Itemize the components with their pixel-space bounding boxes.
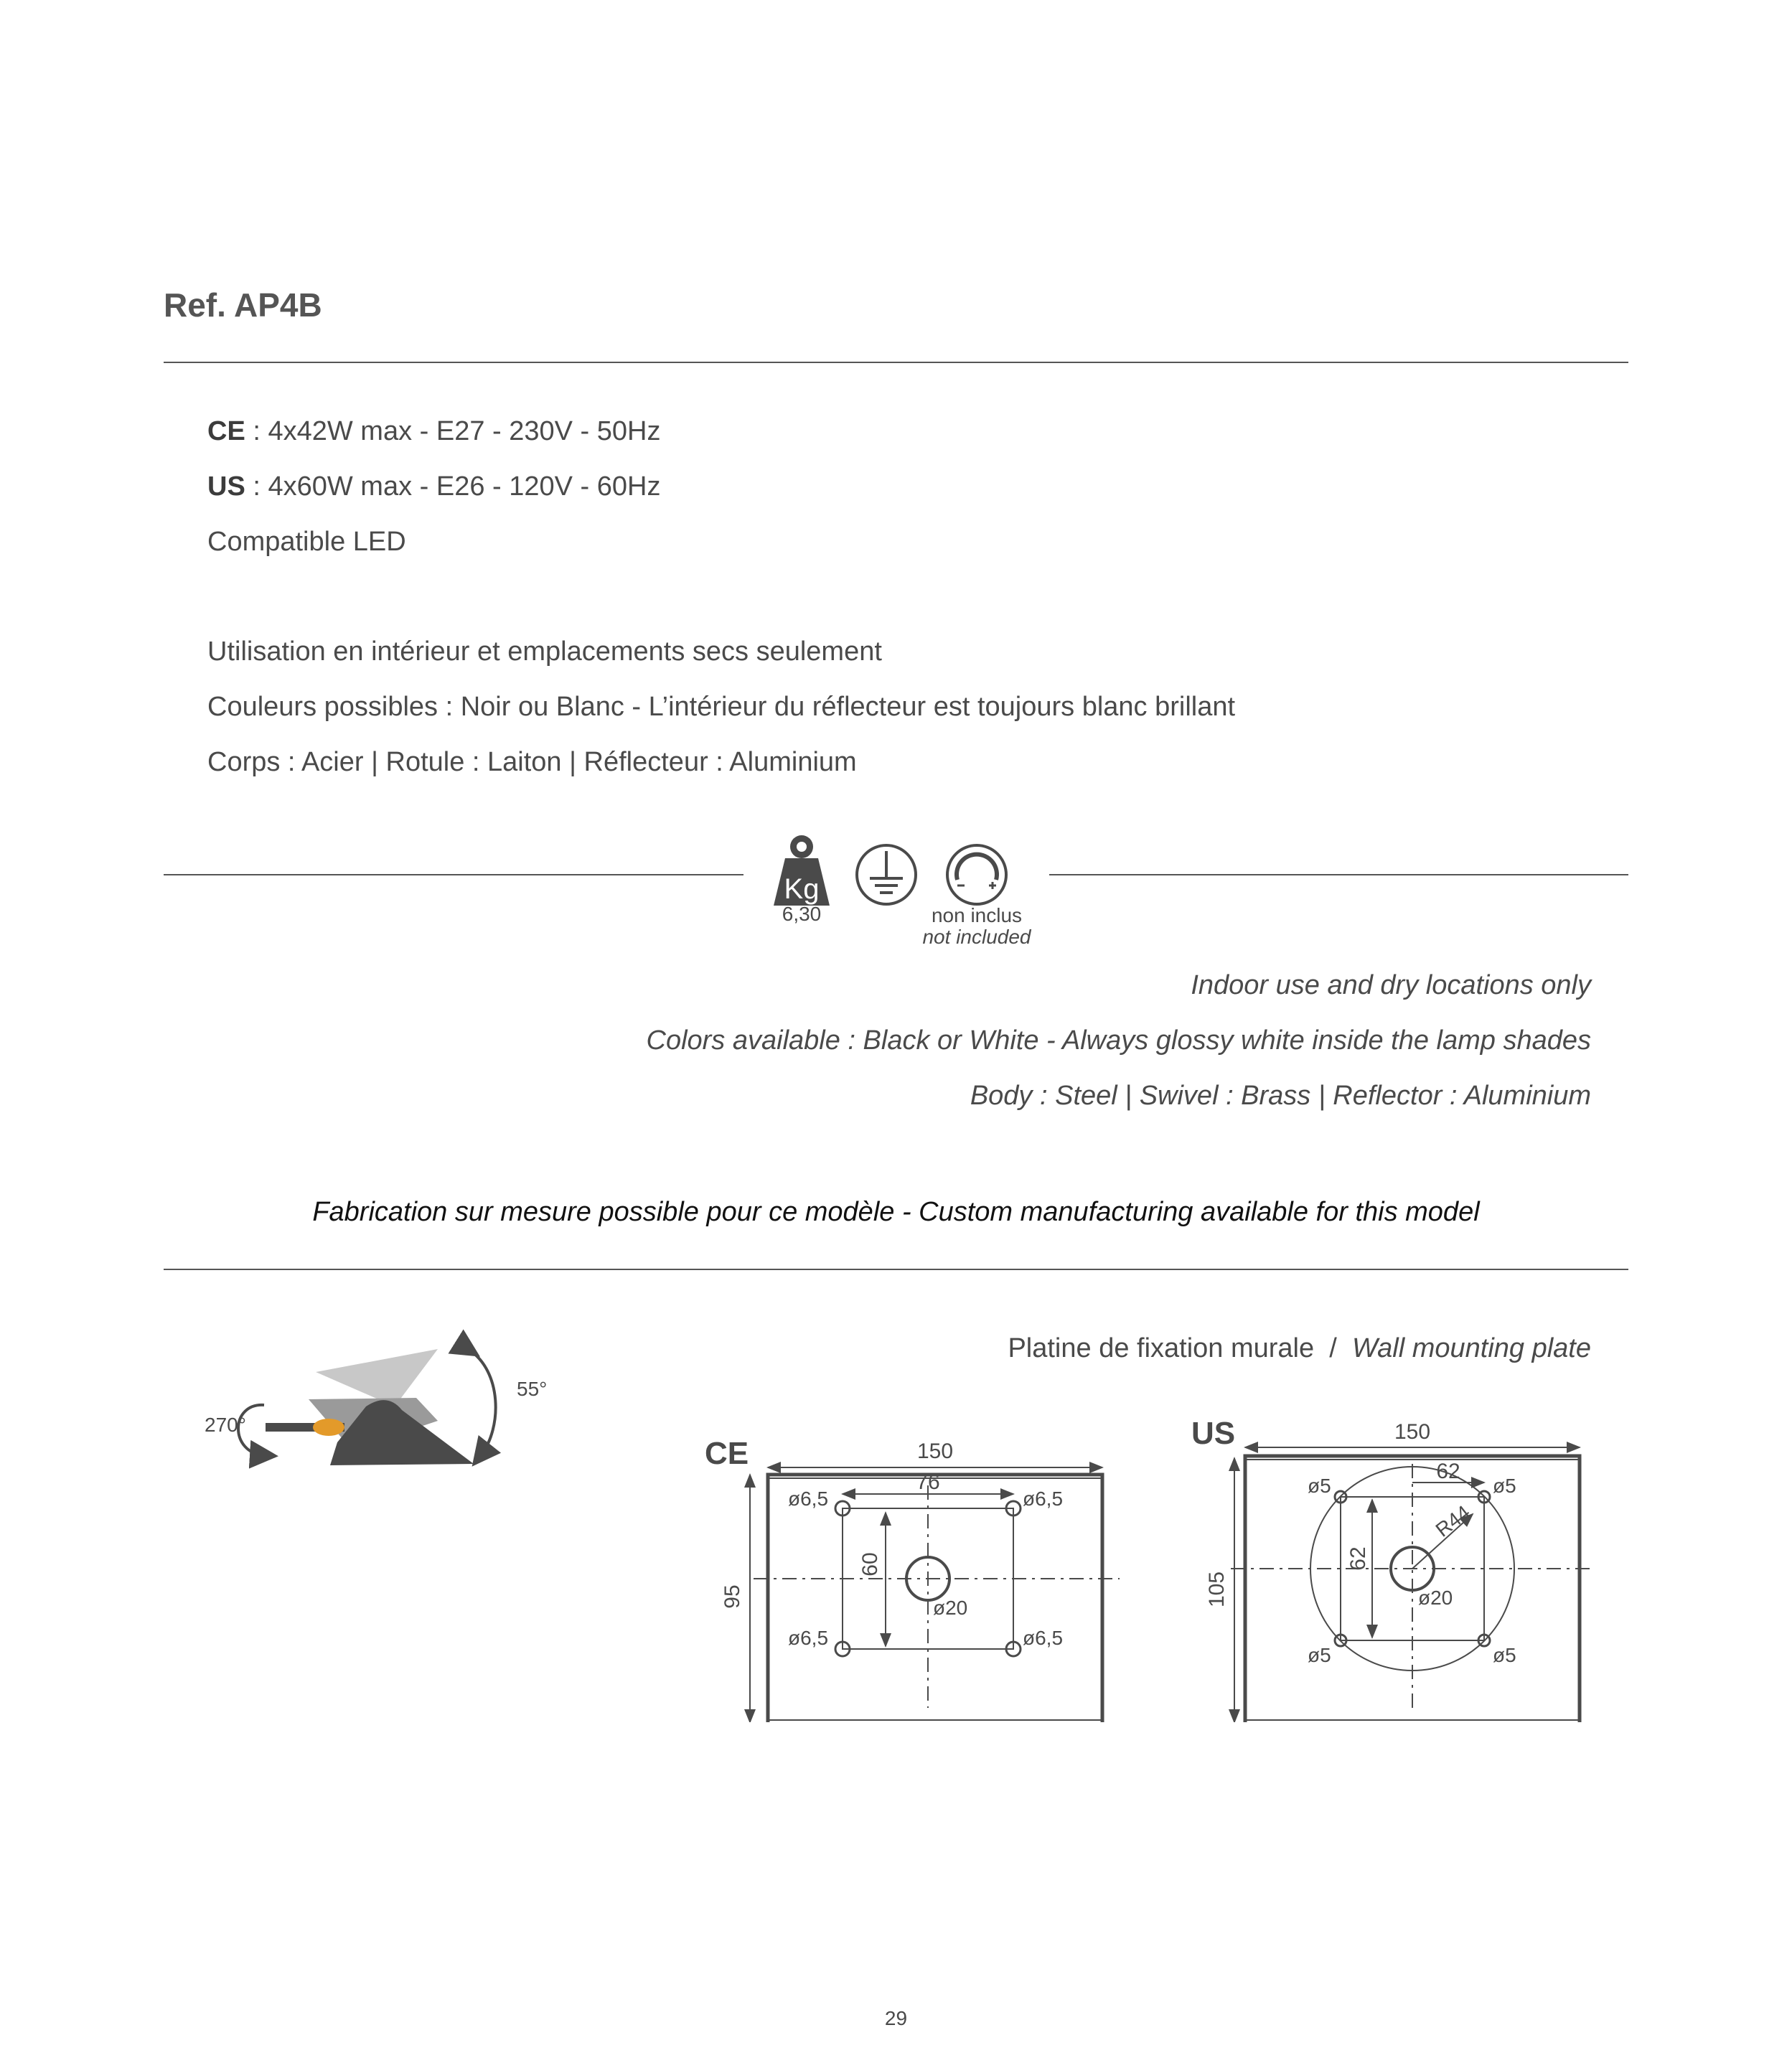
shade-position-up xyxy=(316,1349,438,1406)
us-height: 105 xyxy=(1205,1571,1229,1608)
divider-top xyxy=(164,362,1628,363)
spec-led: Compatible LED xyxy=(207,527,406,557)
custom-manufacturing-note: Fabrication sur mesure possible pour ce modèle - Custom manufacturing available for this model xyxy=(312,1197,1480,1227)
us-plate-drawing xyxy=(1177,1406,1608,1722)
ce-hole-diameter-br: ø6,5 xyxy=(1023,1627,1064,1649)
materials-fr: Corps : Acier | Rotule : Laiton | Réflecteur : Aluminium xyxy=(207,747,857,777)
spec-ce-text: : 4x42W max - E27 - 230V - 50Hz xyxy=(245,416,661,446)
ce-center-hole-diameter: ø20 xyxy=(933,1597,968,1619)
divider-icons-right xyxy=(1049,874,1628,875)
ce-plate-drawing xyxy=(689,1406,1120,1722)
dimmer-note-fr: non inclus xyxy=(931,904,1023,926)
ce-hole-diameter-bl: ø6,5 xyxy=(788,1627,829,1649)
us-width: 150 xyxy=(1394,1420,1431,1444)
us-hole-spacing-x: 62 xyxy=(1436,1460,1460,1483)
us-center-hole-diameter: ø20 xyxy=(1418,1587,1453,1609)
reference-title: Ref. AP4B xyxy=(164,286,322,324)
us-hole-spacing-y: 62 xyxy=(1346,1546,1370,1571)
weight-icon xyxy=(772,834,831,907)
plate-title-en: Wall mounting plate xyxy=(1351,1333,1591,1363)
page-number: 29 xyxy=(884,2007,908,2029)
plate-title-separator: / xyxy=(1329,1333,1337,1363)
spec-us-label: US xyxy=(207,471,245,502)
us-hole-diameter-tl: ø5 xyxy=(1308,1475,1331,1497)
rotation-diagram xyxy=(201,1328,560,1478)
ce-width: 150 xyxy=(916,1439,954,1463)
divider-icons-left xyxy=(164,874,743,875)
us-radius: R44 xyxy=(1431,1500,1475,1541)
bulb xyxy=(313,1419,344,1436)
materials-en: Body : Steel | Swivel : Brass | Reflector : Aluminium xyxy=(970,1081,1591,1111)
mounting-plate-title xyxy=(1008,1333,1591,1364)
divider-bottom xyxy=(164,1269,1628,1270)
ce-height: 95 xyxy=(721,1584,744,1609)
arrow-vertical-rotation xyxy=(468,1349,496,1455)
spec-us-text: : 4x60W max - E26 - 120V - 60Hz xyxy=(245,471,661,502)
earth-ground-icon xyxy=(854,842,919,907)
usage-en: Indoor use and dry locations only xyxy=(1191,970,1591,1000)
colors-fr: Couleurs possibles : Noir ou Blanc - L’intérieur du réflecteur est toujours blanc brillant xyxy=(207,692,1236,722)
weight-unit: Kg xyxy=(784,873,820,905)
ce-hole-diameter-tr: ø6,5 xyxy=(1023,1488,1064,1510)
spec-us xyxy=(207,471,660,502)
dimmer-note-en: not included xyxy=(922,926,1031,948)
us-hole-diameter-bl: ø5 xyxy=(1308,1644,1331,1666)
weight-value: 6,30 xyxy=(782,903,822,925)
dimmer-icon xyxy=(944,842,1009,907)
plate-title-fr: Platine de fixation murale xyxy=(1008,1333,1315,1363)
ce-hole-spacing-y: 60 xyxy=(858,1552,882,1577)
rotation-vertical-label: 55° xyxy=(517,1378,548,1400)
colors-en: Colors available : Black or White - Always glossy white inside the lamp shades xyxy=(646,1025,1591,1056)
ce-label: CE xyxy=(705,1436,749,1471)
spec-ce xyxy=(207,416,660,447)
spec-ce-label: CE xyxy=(207,416,245,446)
us-hole-diameter-br: ø5 xyxy=(1493,1644,1516,1666)
usage-fr: Utilisation en intérieur et emplacements secs seulement xyxy=(207,636,882,667)
us-label: US xyxy=(1191,1416,1236,1451)
us-hole-diameter-tr: ø5 xyxy=(1493,1475,1516,1497)
rotation-horizontal-label: 270° xyxy=(205,1414,246,1436)
ce-hole-diameter-tl: ø6,5 xyxy=(788,1488,829,1510)
ce-hole-spacing-x: 76 xyxy=(916,1470,940,1494)
